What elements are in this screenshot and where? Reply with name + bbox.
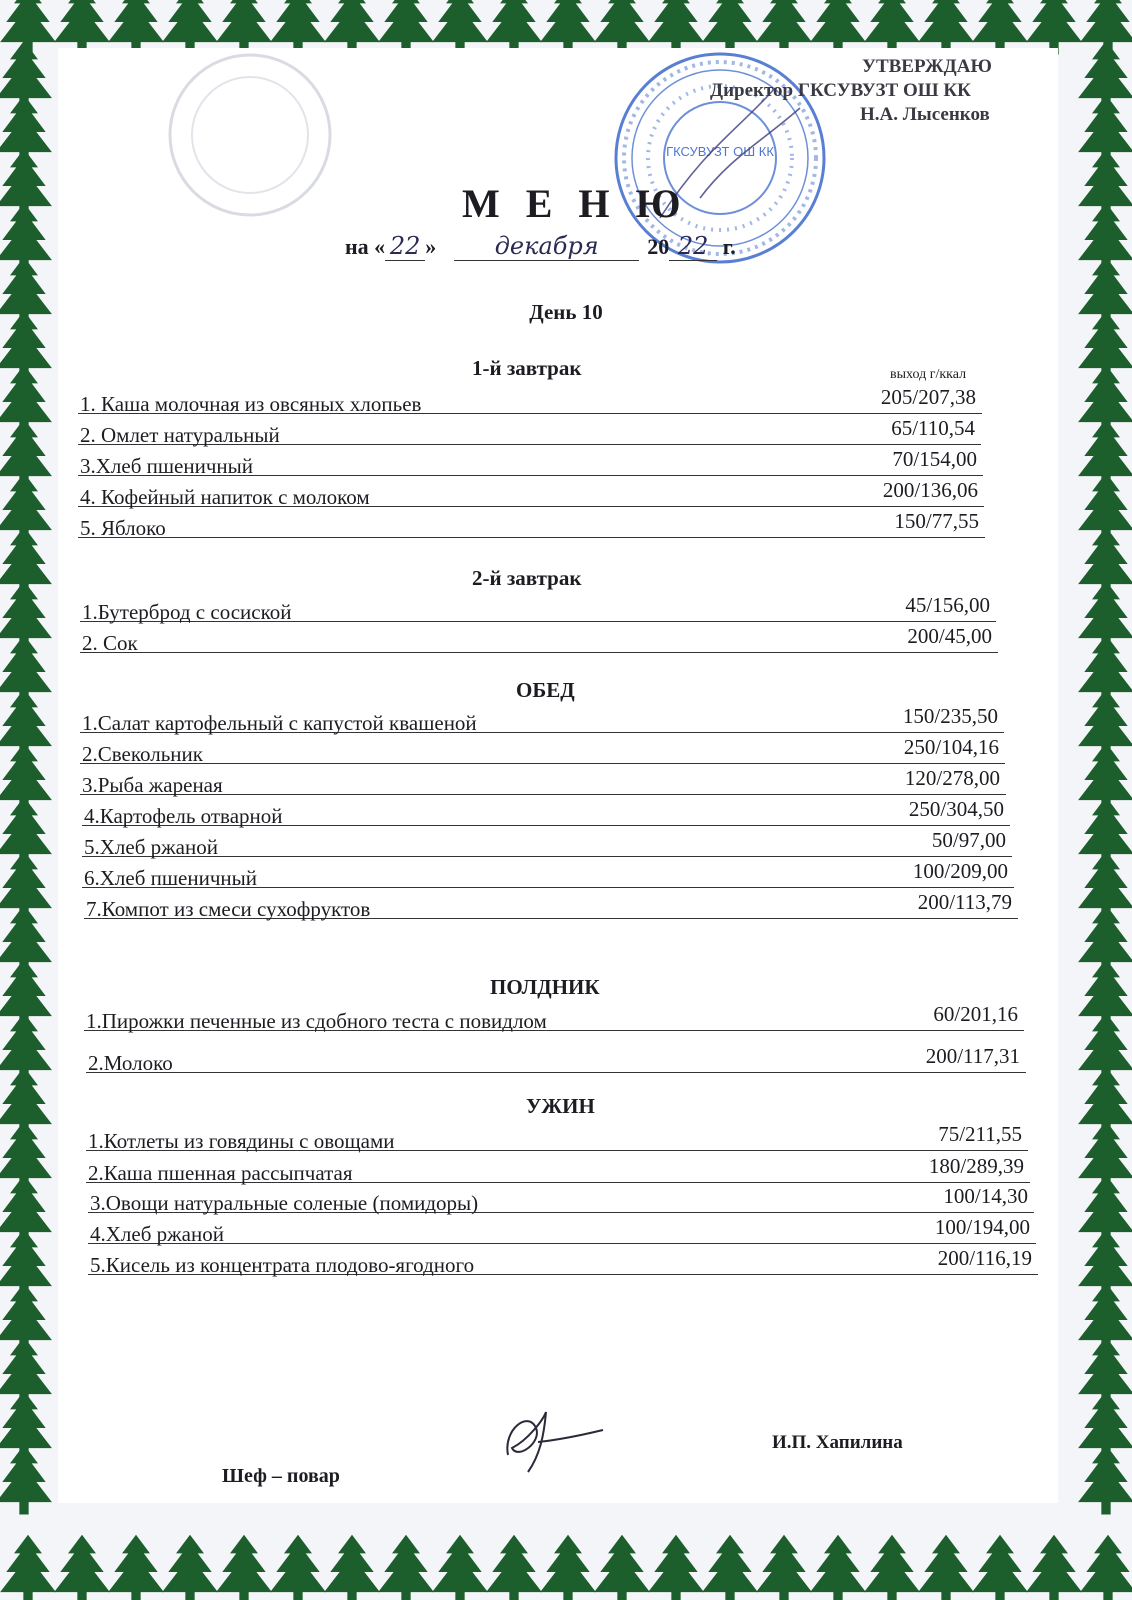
tree-icon xyxy=(486,0,542,55)
date-line xyxy=(345,232,736,261)
dish-name: 7.Компот из смеси сухофруктов xyxy=(86,897,371,921)
tree-icon xyxy=(324,1535,380,1600)
dish-name: 2.Молоко xyxy=(88,1051,173,1075)
dish-output: 120/278,00 xyxy=(904,766,1000,790)
date-year-prefix: 20 xyxy=(647,234,670,259)
tree-icon xyxy=(108,1535,164,1600)
tree-icon xyxy=(324,0,380,55)
dish-output: 75/211,55 xyxy=(938,1122,1022,1146)
dish-name: 1.Салат картофельный с капустой квашеной xyxy=(82,711,477,735)
dish-name: 4. Кофейный напиток с молоком xyxy=(80,485,370,509)
menu-row xyxy=(80,593,996,624)
tree-icon xyxy=(648,0,704,55)
date-suffix: г. xyxy=(717,234,736,259)
menu-row xyxy=(82,859,1014,890)
date-mid: » xyxy=(425,234,437,259)
dish-output: 60/201,16 xyxy=(933,1002,1018,1026)
faded-stamp xyxy=(165,50,335,220)
section-title: 2-й завтрак xyxy=(472,566,582,590)
tree-icon xyxy=(756,0,812,55)
tree-icon xyxy=(810,0,866,55)
tree-icon xyxy=(378,1535,434,1600)
tree-icon xyxy=(702,1535,758,1600)
tree-icon xyxy=(432,0,488,55)
dish-output: 100/194,00 xyxy=(934,1215,1030,1239)
dish-name: 1.Пирожки печенные из сдобного теста с повидлом xyxy=(86,1009,547,1033)
tree-icon xyxy=(54,0,110,55)
menu-row xyxy=(86,1044,1026,1075)
dish-output: 70/154,00 xyxy=(892,447,977,471)
tree-icon xyxy=(486,1535,542,1600)
dish-output: 50/97,00 xyxy=(931,828,1006,852)
dish-name: 4.Хлеб ржаной xyxy=(90,1222,224,1246)
dish-output: 205/207,38 xyxy=(880,385,976,409)
output-column-label: выход г/ккал xyxy=(890,367,967,382)
section-title: 1-й завтрак xyxy=(472,356,582,380)
tree-icon xyxy=(0,1535,56,1600)
tree-icon xyxy=(378,0,434,55)
menu-row xyxy=(86,1154,1030,1185)
approval-title: УТВЕРЖДАЮ xyxy=(862,56,992,77)
dish-name: 1.Котлеты из говядины с овощами xyxy=(88,1129,395,1153)
chef-name: И.П. Хапилина xyxy=(772,1432,903,1453)
tree-icon xyxy=(270,0,326,55)
dish-name: 5.Хлеб ржаной xyxy=(84,835,218,859)
tree-icon xyxy=(1078,1445,1132,1515)
tree-icon xyxy=(108,0,164,55)
dish-name: 1. Каша молочная из овсяных хлопьев xyxy=(80,392,422,416)
dish-name: 4.Картофель отварной xyxy=(84,804,283,828)
tree-icon xyxy=(972,0,1028,55)
approval-position: Директор ГКСУВУЗТ ОШ КК xyxy=(710,80,971,101)
menu-row xyxy=(82,797,1010,828)
tree-icon xyxy=(1026,1535,1082,1600)
dish-output: 45/156,00 xyxy=(905,593,990,617)
date-day: 22 xyxy=(385,232,425,261)
stamp-label: ГКСУВУЗТ ОШ КК xyxy=(666,144,774,159)
tree-icon xyxy=(432,1535,488,1600)
tree-icon xyxy=(540,0,596,55)
page-title: М Е Н Ю xyxy=(462,181,689,226)
dish-name: 6.Хлеб пшеничный xyxy=(84,866,258,890)
dish-output: 100/14,30 xyxy=(943,1184,1028,1208)
tree-icon xyxy=(54,1535,110,1600)
dish-output: 200/117,31 xyxy=(925,1044,1020,1068)
dish-output: 100/209,00 xyxy=(912,859,1008,883)
tree-icon xyxy=(594,1535,650,1600)
dish-name: 3.Рыба жареная xyxy=(82,773,223,797)
tree-icon xyxy=(216,1535,272,1600)
tree-icon xyxy=(540,1535,596,1600)
dish-output: 200/45,00 xyxy=(907,624,992,648)
dish-name: 2.Каша пшенная рассыпчатая xyxy=(88,1161,353,1185)
tree-icon xyxy=(702,0,758,55)
menu-row xyxy=(84,890,1018,921)
tree-icon xyxy=(972,1535,1028,1600)
tree-icon xyxy=(918,1535,974,1600)
tree-icon xyxy=(1026,0,1082,55)
dish-output: 180/289,39 xyxy=(928,1154,1024,1178)
dish-name: 2.Свекольник xyxy=(82,742,203,766)
dish-name: 3.Хлеб пшеничный xyxy=(80,454,254,478)
dish-name: 5.Кисель из концентрата плодово-ягодного xyxy=(90,1253,475,1277)
dish-output: 200/116,19 xyxy=(937,1246,1032,1270)
dish-name: 2. Сок xyxy=(82,631,138,655)
section-title: ПОЛДНИК xyxy=(490,975,600,999)
dish-output: 65/110,54 xyxy=(891,416,975,440)
menu-row xyxy=(86,1122,1028,1153)
date-year: 22 xyxy=(669,232,717,261)
tree-icon xyxy=(1080,1535,1132,1600)
menu-row xyxy=(80,735,1005,766)
menu-row xyxy=(80,624,998,655)
chef-role: Шеф – повар xyxy=(222,1465,340,1487)
tree-icon xyxy=(270,1535,326,1600)
tree-icon xyxy=(0,1445,52,1515)
tree-icon xyxy=(594,0,650,55)
menu-row xyxy=(88,1184,1034,1215)
tree-icon xyxy=(864,1535,920,1600)
menu-row xyxy=(88,1215,1036,1246)
menu-row xyxy=(78,509,985,540)
tree-icon xyxy=(756,1535,812,1600)
dish-name: 5. Яблоко xyxy=(80,516,166,540)
tree-icon xyxy=(162,0,218,55)
approval-block xyxy=(710,55,992,127)
date-month: декабря xyxy=(454,232,639,261)
tree-icon xyxy=(810,1535,866,1600)
section-title: ОБЕД xyxy=(516,678,575,702)
menu-row xyxy=(80,704,1004,735)
dish-name: 1.Бутерброд с сосиской xyxy=(82,600,292,624)
approval-name: Н.А. Лысенков xyxy=(860,104,990,125)
tree-icon xyxy=(162,1535,218,1600)
menu-row xyxy=(88,1246,1038,1277)
menu-row xyxy=(78,478,984,509)
menu-row xyxy=(78,385,982,416)
dish-output: 200/136,06 xyxy=(882,478,978,502)
section-title: УЖИН xyxy=(526,1094,595,1118)
tree-icon xyxy=(648,1535,704,1600)
menu-row xyxy=(82,828,1012,859)
date-prefix: на « xyxy=(345,234,386,259)
menu-row xyxy=(80,766,1006,797)
tree-icon xyxy=(918,0,974,55)
day-label: День 10 xyxy=(529,300,603,324)
tree-icon xyxy=(864,0,920,55)
dish-output: 150/77,55 xyxy=(894,509,979,533)
dish-name: 3.Овощи натуральные соленые (помидоры) xyxy=(90,1191,479,1215)
dish-name: 2. Омлет натуральный xyxy=(80,423,280,447)
dish-output: 250/104,16 xyxy=(903,735,999,759)
menu-row xyxy=(78,447,983,478)
tree-icon xyxy=(216,0,272,55)
menu-row xyxy=(84,1002,1024,1033)
dish-output: 250/304,50 xyxy=(908,797,1004,821)
dish-output: 200/113,79 xyxy=(917,890,1012,914)
chef-signature xyxy=(498,1400,608,1480)
dish-output: 150/235,50 xyxy=(902,704,998,728)
menu-row xyxy=(78,416,981,447)
